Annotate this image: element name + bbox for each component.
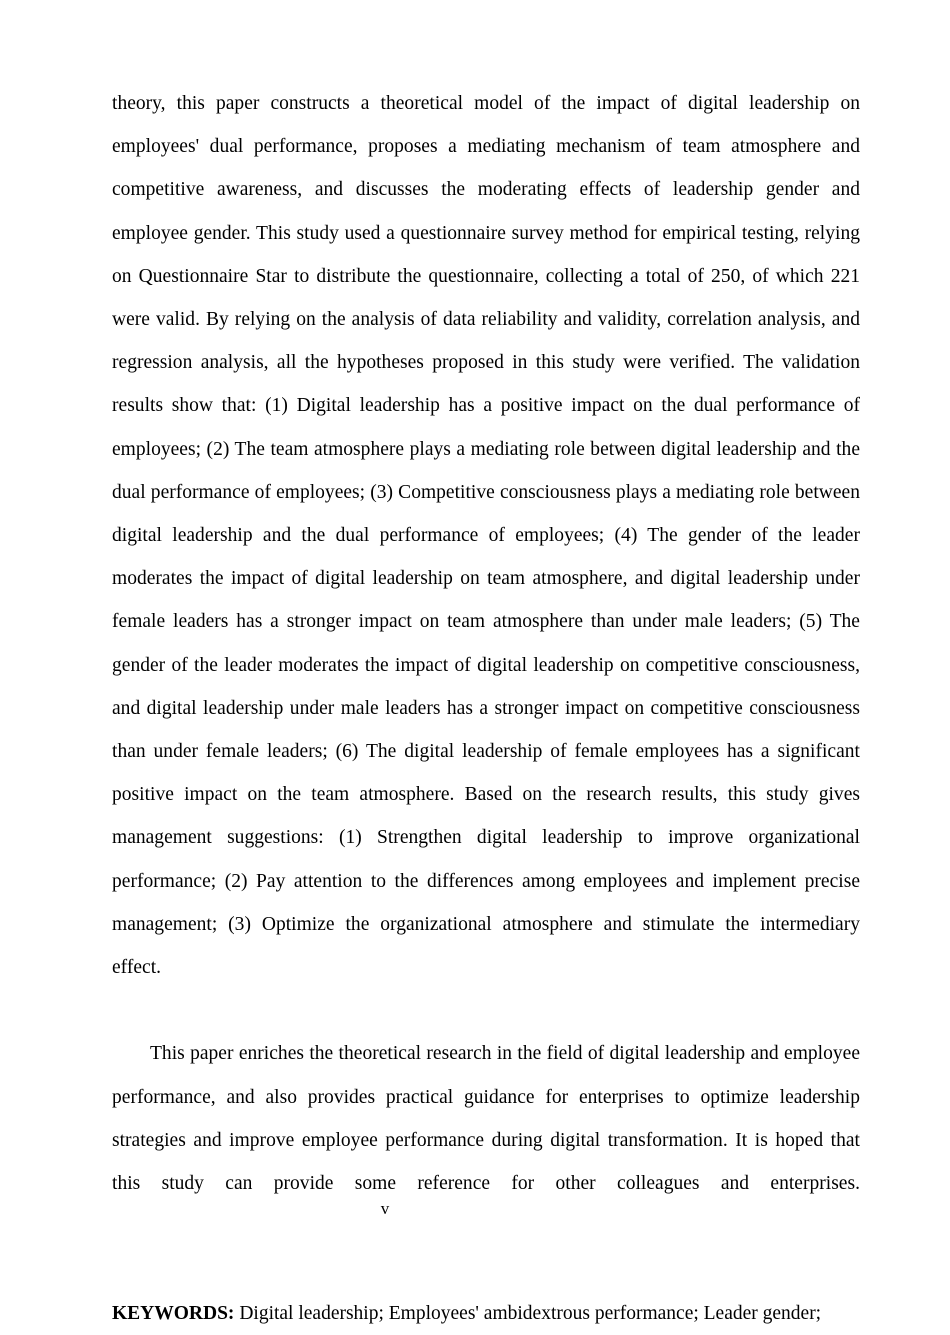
keywords-label: KEYWORDS: bbox=[112, 1302, 235, 1324]
page-text-body bbox=[112, 82, 860, 1335]
keywords-line bbox=[112, 1292, 860, 1335]
paragraph-spacer bbox=[112, 1248, 860, 1291]
contribution-statement-paragraph: This paper enriches the theoretical research in the field of digital leadership and employee performance, and also provides practical guidance for enterprises to optimize leadership strategies and improve employee performance during digital transformation. It is hoped that this study can provide some reference for other colleagues and enterprises. bbox=[112, 1043, 860, 1195]
keywords-value: Digital leadership; Employees' ambidextrous performance; Leader gender; bbox=[239, 1302, 822, 1324]
page-number: v bbox=[380, 1199, 390, 1218]
abstract-continuation-paragraph: theory, this paper constructs a theoretical model of the impact of digital leadership on employees' dual performance, proposes a mediating mechanism of team atmosphere and competitive awareness, and discusses the moderating effects of leadership gender and employee gender. This study used a questionnaire survey method for empirical testing, relying on Questionnaire Star to distribute the questionnaire, collecting a total of 250, of which 221 were valid. By relying on the analysis of data reliability and validity, correlation analysis, and regression analysis, all the hypotheses proposed in this study were verified. The validation results show that: (1) Digital leadership has a positive impact on the dual performance of employees; (2) The team atmosphere plays a mediating role between digital leadership and the dual performance of employees; (3) Competitive consciousness plays a mediating role between digital leadership and the dual performance of employees; (4) The gender of the leader moderates the impact of digital leadership on team atmosphere, and digital leadership under female leaders has a stronger impact on team atmosphere than under male leaders; (5) The gender of the leader moderates the impact of digital leadership on competitive consciousness, and digital leadership under male leaders has a stronger impact on competitive consciousness than under female leaders; (6) The digital leadership of female employees has a significant positive impact on the team atmosphere. Based on the research results, this study gives management suggestions: (1) Strengthen digital leadership to improve organizational performance; (2) Pay attention to the differences among employees and implement precise management; (3) Optimize the organizational atmosphere and stimulate the intermediary effect. bbox=[112, 93, 860, 979]
